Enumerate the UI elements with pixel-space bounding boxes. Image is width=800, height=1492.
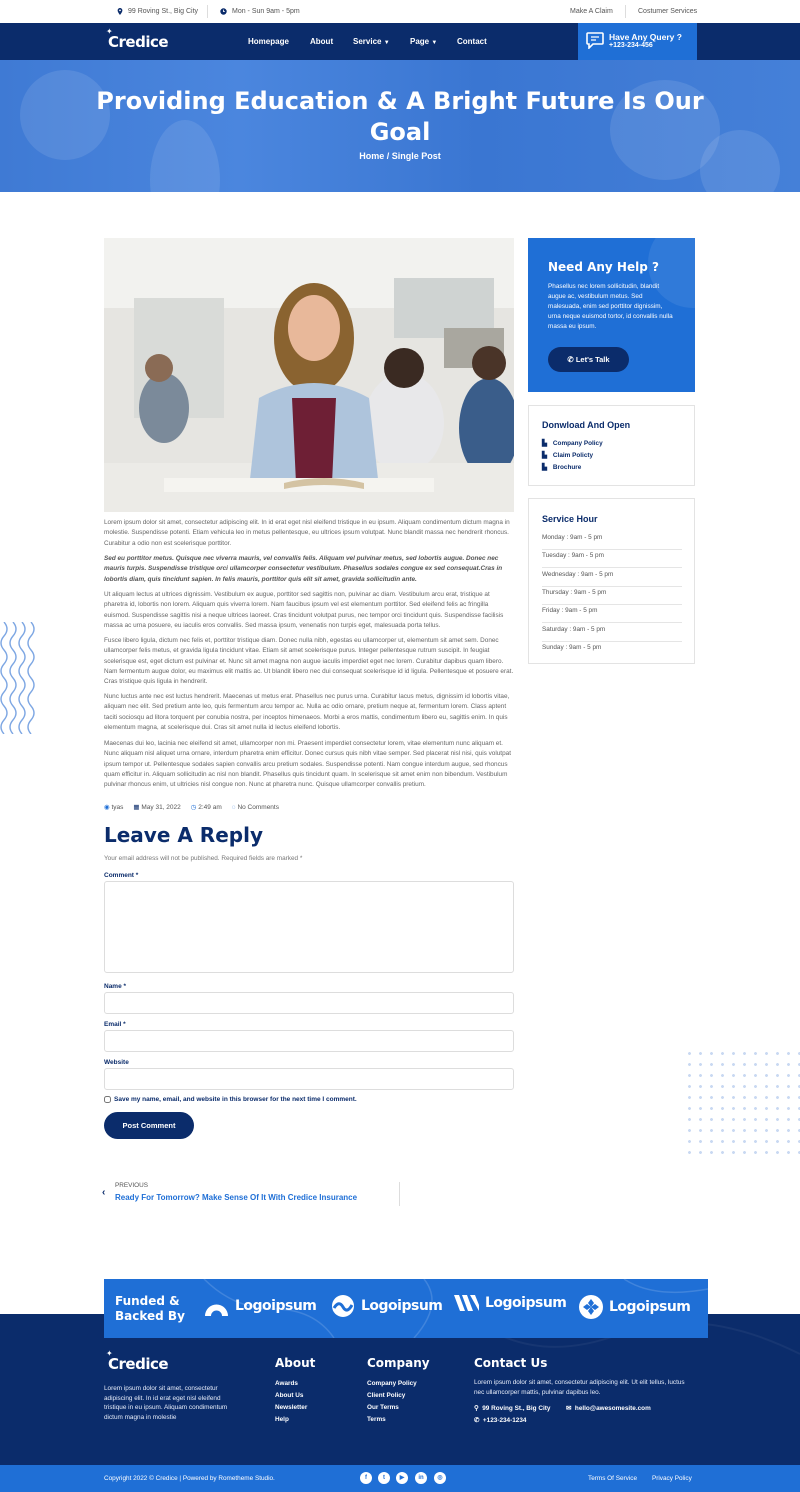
query-phone: +123-234-456	[609, 42, 653, 49]
comment-textarea[interactable]	[104, 881, 514, 973]
copyright: Copyright 2022 © Credice | Powered by Rometheme Studio.	[104, 1475, 275, 1482]
footer-phone-text: +123-234-1234	[482, 1417, 527, 1424]
footer-link[interactable]: About Us	[275, 1392, 304, 1399]
logo-text: Credice	[108, 1355, 169, 1373]
hour-row: Tuesday : 9am - 5 pm	[542, 550, 682, 568]
footer-address-text: 99 Roving St., Big City	[482, 1405, 551, 1412]
lets-talk-label: Let's Talk	[575, 355, 610, 364]
decorative-wave	[0, 622, 38, 739]
hour-row: Sunday : 9am - 5 pm	[542, 644, 602, 651]
partner-logo-text: Logoipsum	[609, 1299, 691, 1315]
website-input[interactable]	[104, 1068, 514, 1090]
calendar-icon: ▦	[133, 804, 140, 811]
footer-logo[interactable]	[106, 1349, 169, 1373]
service-hour-widget	[528, 498, 695, 664]
query-box[interactable]	[578, 23, 697, 60]
nav-page[interactable]	[410, 37, 437, 46]
funded-title-line1: Funded &	[115, 1294, 180, 1308]
twitter-icon[interactable]: t	[378, 1472, 390, 1484]
youtube-icon[interactable]: ▶	[396, 1472, 408, 1484]
previous-post-title: Ready For Tomorrow? Make Sense Of It With Credice Insurance	[115, 1193, 358, 1202]
topbar-divider	[207, 5, 208, 18]
phone-icon: ✆	[474, 1417, 480, 1424]
help-title: Need Any Help ?	[548, 260, 659, 274]
decorative-dots	[684, 1048, 800, 1160]
name-input[interactable]	[104, 992, 514, 1014]
comments-text: No Comments	[237, 803, 279, 811]
logo-text: Credice	[108, 33, 169, 51]
post-paragraph-emphasis: Sed eu porttitor metus. Quisque nec viverra mauris, vel convallis felis. Aliquam vel pulvinar metus, sed lobortis augue. Donec nec mauris turpis. Suspendisse tristique orci ullamcorper consectetur vestibulum. Phasellus sodales congue ex sed consequat.Cras in lobortis diam, quis tincidunt sapien. In felis mauris, porttitor quis elit sit amet, gravida sollicitudin ante.	[104, 555, 503, 583]
save-info-row	[104, 1096, 357, 1103]
file-icon: ▙	[542, 440, 547, 447]
footer-link[interactable]: Awards	[275, 1380, 298, 1387]
make-claim-link[interactable]: Make A Claim	[570, 8, 613, 15]
circle-logo-icon	[579, 1295, 603, 1319]
previous-post-link[interactable]	[102, 1182, 400, 1206]
post-paragraph: Fusce libero ligula, dictum nec felis et, porttitor tristique diam. Donec nulla nibh, egestas eu ullamcorper ut, elementum sit amet sem. Donec ullamcorper felis metus, et gravida ligula tincidunt vitae. Etiam sit amet scelerisque purus. Integer pellentesque rutrum suscipit. In feugiat scelerisque est, eget dictum est pulvinar et. Nunc sit amet magna non augue iaculis imperdiet eget nec lorem. Curabitur dapibus quam libero. Nam fermentum augue dolor, eu maximus elit mattis ac. Ut blandit libero nec dui consequat scelerisque id id ligula. Pellentesque et posuere erat. Cras tristique quis ligula in hendrerit.	[104, 637, 514, 686]
reply-title: Leave A Reply	[104, 823, 263, 847]
customer-services-link[interactable]: Costumer Services	[638, 8, 698, 15]
partner-logo-text: Logoipsum	[485, 1295, 567, 1311]
nav-about[interactable]: About	[310, 37, 334, 46]
email-label: Email *	[104, 1021, 126, 1028]
footer-email-text: hello@awesomesite.com	[574, 1405, 651, 1412]
help-widget	[528, 238, 695, 392]
page-title	[0, 86, 800, 148]
hour-row: Wednesday : 9am - 5 pm	[542, 569, 682, 587]
hour-row: Monday : 9am - 5 pm	[542, 532, 682, 550]
partner-logo[interactable]	[454, 1295, 566, 1311]
download-label: Claim Policty	[552, 451, 594, 459]
partner-logo-text: Logoipsum	[361, 1298, 443, 1314]
query-title: Have Any Query ?	[609, 32, 682, 42]
footer-link[interactable]: Company Policy	[367, 1380, 417, 1387]
email-input[interactable]	[104, 1030, 514, 1052]
footer-about-text: Lorem ipsum dolor sit amet, consectetur adipiscing elit. In id erat eget nisl eleifend tristique in eu ipsum. Aliquam condimentum dictum magna in molestie	[104, 1385, 228, 1421]
partner-logo[interactable]	[204, 1295, 316, 1317]
page-title-line2: Goal	[369, 118, 431, 146]
funded-title-line2: Backed By	[115, 1309, 185, 1323]
footer-about-title: About	[275, 1356, 316, 1370]
stripes-logo-icon	[454, 1295, 479, 1311]
hour-row: Thursday : 9am - 5 pm	[542, 587, 682, 605]
partner-logo[interactable]	[331, 1295, 442, 1317]
footer-link[interactable]: Client Policy	[367, 1392, 406, 1399]
map-pin-icon: ⚲	[474, 1405, 479, 1412]
comment-label: Comment *	[104, 872, 139, 879]
lets-talk-button[interactable]	[548, 347, 629, 372]
post-comment-button[interactable]: Post Comment	[104, 1112, 194, 1139]
nav-service[interactable]	[353, 37, 390, 46]
funded-title	[115, 1294, 185, 1324]
swirl-logo-icon	[331, 1295, 355, 1317]
terms-link[interactable]: Terms Of Service	[588, 1475, 638, 1482]
name-label: Name *	[104, 983, 127, 990]
reply-note: Your email address will not be published. Required fields are marked *	[104, 855, 303, 862]
download-widget	[528, 405, 695, 486]
post-meta	[104, 803, 279, 811]
partner-logo[interactable]	[579, 1295, 690, 1319]
footer-address	[474, 1404, 550, 1412]
download-title: Donwload And Open	[542, 420, 631, 430]
help-text: Phasellus nec lorem sollicitudin, blandit augue ac, vestibulum metus. Sed malesuada, enim sed porttitor dignissim, urna neque euismod tortor, id convallis nulla massa eu ipsum.	[548, 283, 673, 330]
footer-contact-title: Contact Us	[474, 1356, 548, 1370]
post-paragraph: Lorem ipsum dolor sit amet, consectetur adipiscing elit. In id erat eget nisl eleifend tristique in eu ipsum. Aliquam condimentum dictum magna in molestie. Suspendisse potenti. Etiam vehicula leo in metus pellentesque, eu ultrices ipsum volutpat. Nunc blandit massa nec hendrerit rhoncus. Curabitur a odio non est scelerisque porttitor.	[104, 519, 510, 547]
chevron-down-icon: ▼	[431, 40, 438, 46]
topbar-hours	[220, 8, 300, 15]
download-label: Company Policy	[552, 439, 603, 447]
page-title-line1: Providing Education & A Bright Future Is Our	[96, 87, 704, 115]
footer-phone[interactable]	[474, 1416, 526, 1424]
footer-company-title: Company	[367, 1356, 430, 1370]
chat-bubble-icon	[586, 32, 604, 49]
nav-homepage[interactable]: Homepage	[248, 37, 289, 46]
footer-link[interactable]: Our Terms	[367, 1404, 399, 1411]
envelope-icon: ✉	[566, 1405, 572, 1412]
author-name: tyas	[111, 804, 124, 811]
footer-link[interactable]: Newsletter	[275, 1404, 308, 1411]
website-label: Website	[104, 1059, 129, 1066]
footer-email[interactable]	[566, 1404, 651, 1412]
phone-icon: ✆	[567, 355, 574, 364]
post-comments[interactable]	[232, 804, 279, 811]
file-icon: ▙	[542, 452, 547, 459]
time-text: 2:49 am	[198, 804, 222, 811]
map-pin-icon	[117, 8, 123, 15]
logo-spark-icon: ✦	[106, 27, 113, 36]
top-bar	[0, 0, 800, 23]
post-time	[191, 803, 222, 811]
hour-row: Saturday : 9am - 5 pm	[542, 624, 682, 642]
header-logo[interactable]	[106, 27, 169, 51]
user-icon: ◉	[104, 804, 110, 811]
instagram-icon[interactable]: ◎	[434, 1472, 446, 1484]
file-icon: ▙	[542, 464, 547, 471]
address-text: 99 Roving St., Big City	[128, 8, 199, 15]
comment-icon: ◌	[231, 803, 236, 811]
save-info-checkbox[interactable]	[104, 1096, 111, 1103]
previous-label: PREVIOUS	[115, 1182, 149, 1189]
download-item[interactable]	[542, 451, 593, 459]
post-paragraph: Ut aliquam lectus at ultrices dignissim. Vestibulum ex augue, porttitor sed sagittis non, pulvinar ac diam. Vestibulum arcu erat, tristique at pharetra id, lobortis non lorem. Aliquam quis viverra lorem. Nam faucibus ipsum vel est elementum porttitor. Sed eleifend felis ac fringilla euismod. Suspendisse sagittis nisi a neque ultrices laoreet. Cras tincidunt volutpat purus, nec tempor orci tincidunt quis. Suspendisse facilisis massa ac urna posuere, eu iaculis eros convallis. Sed massa ipsum, venenatis non turpis eget, malesuada porta tellus.	[104, 591, 504, 629]
download-label: Brochure	[552, 463, 582, 471]
post-author[interactable]	[104, 803, 123, 811]
chevron-down-icon: ▼	[383, 40, 390, 46]
date-text: May 31, 2022	[141, 804, 181, 811]
topbar-address	[117, 8, 198, 15]
post-paragraph: Nunc luctus ante nec est luctus hendrerit. Maecenas ut metus erat. Phasellus nec purus urna. Curabitur lacus metus, dignissim id lobortis vitae, aliquam nec elit. Sed pretium ante leo, quis fermentum arcu tempor ac. Nulla ac odio ornare, pretium neque at, fermentum lorem. Class aptent taciti sociosqu ad litora torquent per conubia nostra, per inceptos himenaeos. Morbi a eros mattis, condimentum libero eu, sagittis enim. In quis elementum magna, at scelerisque dui. Cras sit amet nulla id lectus eleifend lobortis.	[104, 693, 510, 731]
save-info-label: Save my name, email, and website in this browser for the next time I comment.	[114, 1096, 357, 1103]
footer-contact-text: Lorem ipsum dolor sit amet, consectetur adipiscing elit. Ut elit tellus, luctus nec ullamcorper mattis, pulvinar dapibus leo.	[474, 1379, 685, 1396]
nav-contact[interactable]: Contact	[457, 37, 487, 46]
clock-icon: ◷	[190, 804, 197, 811]
nav-page-label: Page	[410, 37, 430, 46]
partner-logo-text: Logoipsum	[235, 1298, 317, 1314]
nav-service-label: Service	[353, 37, 382, 46]
breadcrumb[interactable]: Home / Single Post	[359, 151, 441, 161]
chevron-left-icon: ‹	[102, 1187, 106, 1198]
topbar-divider	[625, 5, 626, 18]
linkedin-icon[interactable]: in	[415, 1472, 427, 1484]
privacy-link[interactable]: Privacy Policy	[652, 1475, 692, 1482]
post-paragraph: Maecenas dui leo, lacinia nec eleifend sit amet, ullamcorper non mi. Praesent imperdiet consectetur lorem, vitae elementum nunc aliquam et. Nunc aliquam nisl aliquet urna ornare, interdum pharetra enim efficitur. Donec cursus quis nibh vitae semper. Sed placerat nisl nisi, quis volutpat ipsum tempor ut. Pellentesque sodales sapien convallis arcu pretium sodales. Suspendisse potenti. Nam congue interdum augue, sed rhoncus quam efficitur in. Aliquam sollicitudin ac nisl non blandit. Phasellus quis tincidunt quam. In scelerisque sit amet enim non bibendum. Vestibulum pulvinar rhoncus enim, ut ultricies nisl congue non. Nunc at pharetra nunc. Quisque ullamcorper convallis pretium.	[104, 740, 511, 789]
clock-icon	[220, 8, 227, 15]
download-item[interactable]	[542, 463, 581, 471]
footer-link[interactable]: Terms	[367, 1416, 386, 1423]
facebook-icon[interactable]: f	[360, 1472, 372, 1484]
featured-image	[104, 238, 514, 512]
arch-logo-icon	[204, 1295, 229, 1317]
hours-text: Mon - Sun 9am - 5pm	[232, 8, 300, 15]
hero-banner	[0, 60, 800, 192]
download-item[interactable]	[542, 439, 603, 447]
logo-spark-icon: ✦	[106, 1349, 113, 1358]
footer-link[interactable]: Help	[275, 1416, 289, 1423]
post-date[interactable]	[133, 803, 180, 811]
hour-row: Friday : 9am - 5 pm	[542, 605, 682, 623]
service-hour-title: Service Hour	[542, 514, 598, 524]
